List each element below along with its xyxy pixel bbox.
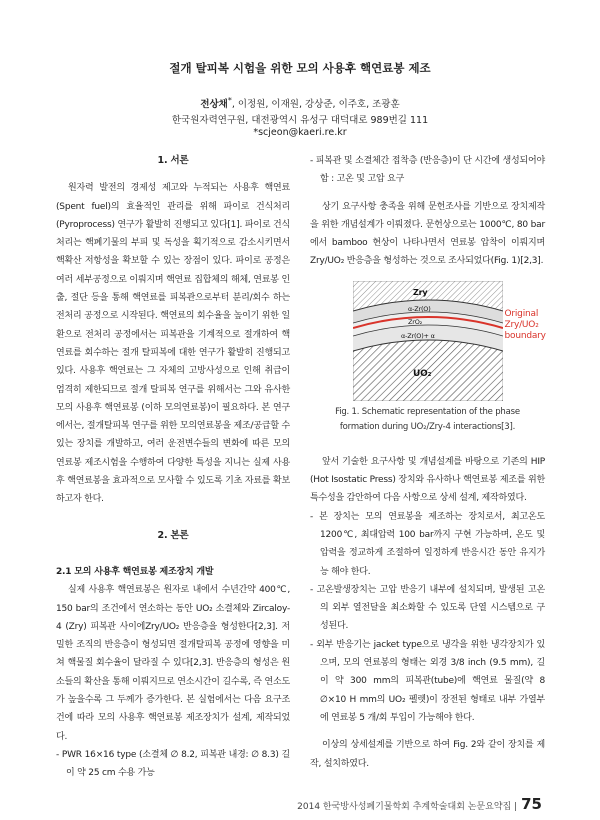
left-column bbox=[56, 152, 290, 783]
co-authors: , 이정원, 이재원, 강상준, 이주호, 조광훈 bbox=[231, 99, 400, 111]
label-zry: Zry bbox=[412, 287, 427, 297]
boundary-annotation bbox=[505, 309, 585, 342]
body-paragraph-2: 상기 요구사항 충족을 위해 문헌조사를 기반으로 장치제작을 위한 개념설계가 이뤄졌다. 문헌상으로는 1000℃, 80 bar에서 bamboo 현상이 나타나면서 연료봉 압착이 이뤄지며 Zry/UO₂ 반응층을 형성하는 것으로 조사되었다(Fig. 1)[2,3]. bbox=[310, 201, 545, 267]
caption-line-2: formation during UO₂/Zry-4 interactions[3]. bbox=[339, 421, 516, 432]
lead-author: 전상채 bbox=[200, 99, 228, 111]
annotation-line-1: Original bbox=[504, 308, 539, 319]
section-1-title: 1. 서론 bbox=[157, 155, 189, 166]
subsection-2-1-title: 2.1 모의 사용후 핵연료봉 제조장치 개발 bbox=[56, 566, 214, 577]
label-zro2: ZrO₂ bbox=[407, 317, 422, 326]
caption-line-1: Fig. 1. Schematic representation of the phase bbox=[335, 406, 520, 417]
requirement-item-2: - 피복관 및 소결체간 접착층 (반응층)이 단 시간에 생성되어야 함 : 고온 및 고압 요구 bbox=[310, 156, 545, 185]
label-alpha-zr-alpha: α-Zr(O)+ α bbox=[400, 331, 435, 340]
label-uo2: UO₂ bbox=[412, 368, 431, 379]
paper-title: 절개 탈피복 시험을 위한 모의 사용후 핵연료봉 제조 bbox=[169, 61, 431, 75]
intro-paragraph: 원자력 발전의 경제성 제고와 누적되는 사용후 핵연료(Spent fuel)의 효율적인 관리를 위해 파이로 건식처리 (Pyroprocess) 연구가 활발히 진행되고 있다[1]. 파이로 건식 처리는 핵폐기물의 부피 및 독성을 획기적으로 감소시키면서 핵확산 저항성을 확보할 수 있는 장점이 있다. 파이로 공정은 여러 세부공정으로 이뤄지며 핵연료 집합체의 해체, 연료봉 인출, 절단 등을 통해 핵연료를 피복관으로부터 분리/회수 하는 전처리 공정으로 시작된다. 핵연료의 회수율을 높이기 위한 일환으로 전처리 공정에서는 피복관을 기계적으로 절개하여 핵연료를 회수하는 절개 탈피복에 대한 연구가 활발히 진행되고 있다. 사용후 핵연료는 그 자체의 고방사성으로 인해 취급이 엄격히 제한되므로 절개 탈피복 연구를 위해서는 그와 유사한 모의 사용후 핵연료봉 (이하 모의연료봉)이 필요하다. 본 연구에서는, 절개탈피복 연구를 위한 모의연료봉을 제조/공급할 수 있는 장치를 개발하고, 여러 운전변수들의 변화에 따른 모의 연료봉 제조시험을 수행하여 다양한 특성을 지니는 실제 사용 후 핵연료봉을 효과적으로 모사할 수 있도록 기초 자료를 확보하고자 한다. bbox=[56, 183, 290, 505]
corresponding-mark: * bbox=[227, 96, 232, 105]
body-paragraph-1: 실제 사용후 핵연료봉은 원자로 내에서 수년간약 400℃, 150 bar의 조건에서 연소하는 동안 UO₂ 소결체와 Zircaloy-4 (Zry) 피복관 사이에Zry/UO₂ 반응층을 형성한다[2,3]. 저밀한 조직의 반응층이 형성되면 절개탈피복 공정에 영향을 미쳐 핵물질 회수율이 달라질 수 있다[2,3]. 반응층의 형성은 원소들의 확산을 통해 이뤄지므로 연소시간이 길수록, 즉 연소도가 높을수록 그 두께가 증가한다. 본 실험에서는 다음 요구조건에 따라 모의 사용후 핵연료봉 제조장치가 설계, 제작되었다. bbox=[56, 585, 290, 742]
page-footer bbox=[297, 795, 542, 813]
author-list bbox=[0, 96, 600, 110]
figure-1-caption bbox=[310, 405, 545, 435]
figure-1 bbox=[353, 281, 546, 401]
right-column bbox=[310, 152, 545, 773]
affiliation: 한국원자력연구원, 대전광역시 유성구 대덕대로 989번길 111 bbox=[171, 115, 429, 126]
design-item-1: - 본 장치는 모의 연료봉을 제조하는 장치로서, 최고온도 1200℃, 최대압력 100 bar까지 구현 가능하며, 온도 및 압력을 정교하게 조절하여 일정하게 반응시간 동안 유지가능 해야 한다. bbox=[310, 511, 545, 577]
annotation-line-2: Zry/UO₂ bbox=[504, 319, 539, 330]
requirement-item-1: - PWR 16×16 type (소결체 ∅ 8.2, 피복관 내경: ∅ 8.3) 길이 약 25 cm 수용 가능 bbox=[56, 749, 290, 779]
design-item-2: - 고온발생장치는 고압 반응기 내부에 설치되며, 발생된 고온의 외부 열전달을 최소화할 수 있도록 단열 시스템으로 구성된다. bbox=[310, 584, 545, 632]
phase-diagram-image bbox=[353, 281, 503, 401]
footer-text: 2014 한국방사성폐기물학회 추계학술대회 논문요약집 | bbox=[297, 802, 518, 812]
email: *scjeon@kaeri.re.kr bbox=[253, 127, 347, 138]
body-paragraph-4: 이상의 상세설계를 기반으로 하여 Fig. 2와 같이 장치를 제작, 설치하였다. bbox=[310, 740, 545, 769]
label-alpha-zr: α-Zr(O) bbox=[407, 304, 431, 313]
section-2-title: 2. 본론 bbox=[157, 529, 189, 541]
body-paragraph-3: 앞서 기술한 요구사항 및 개념설계를 바탕으로 기존의 HIP (Hot Isostatic Press) 장치와 유사하나 핵연료봉 제조를 위한 특수성을 감안하여 다음 사항으로 상세 설계, 제작하였다. bbox=[310, 456, 545, 504]
design-item-3: - 외부 반응기는 jacket type으로 냉각을 위한 냉각장치가 있으며, 모의 연료봉의 형태는 외경 3/8 inch (9.5 mm), 길이 약 300 mm의 피복관(tube)에 핵연료 물질(약 8 ∅×10 H mm의 UO₂ 펠렛)이 장전된 형태로 내부 가열부에 연료봉 5 개/회 투입이 가능해야 한다. bbox=[310, 639, 545, 723]
annotation-line-3: boundary bbox=[504, 330, 546, 341]
page-number: 75 bbox=[521, 795, 542, 813]
